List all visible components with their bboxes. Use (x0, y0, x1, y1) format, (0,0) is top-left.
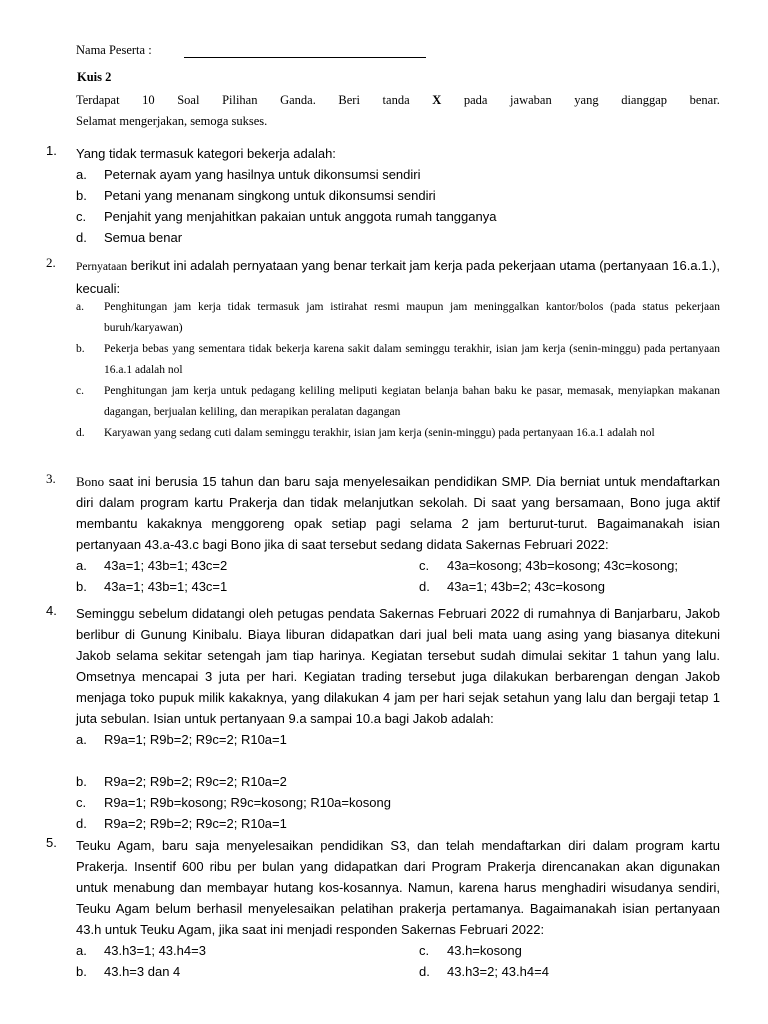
option-text: Penghitungan jam kerja tidak termasuk jam istirahat resmi maupun jam meninggalkan kantor/bolos (pada status pekerjaan buruh/karyawan) (104, 301, 720, 334)
option-letter: c. (76, 795, 87, 810)
intro-word: pada (463, 93, 488, 107)
intro-word: yang (574, 93, 599, 107)
question-text: Teuku Agam, baru saja menyelesaikan pendidikan S3, dan telah mendaftarkan diri dalam program kartu Prakerja. Insentif 600 ribu per bulan yang didapatkan dari Program Prakerja direncanakan akan digunakan untuk menabung dan membayar hutang kos-kosannya. Namun, karena harus menghadiri wisudanya sendiri, Teuku Agam belum berhasil menyelesaikan pelatihan prakerja pertamanya. Bagaimanakah isian pertanyaan 43.h untuk Teuku Agam, jika saat ini menjadi responden Sakernas Februari 2022: (76, 838, 720, 937)
intro-word: Ganda. (280, 93, 316, 107)
option-letter: b. (76, 774, 87, 789)
intro-word: jawaban (510, 93, 552, 107)
option-text: 43a=1; 43b=2; 43c=kosong (447, 579, 605, 594)
question-text (76, 255, 720, 299)
option-letter: b. (76, 964, 87, 979)
option-letter: a. (76, 558, 87, 573)
option-text: 43a=1; 43b=1; 43c=1 (104, 579, 228, 594)
option-letter: b. (76, 579, 87, 594)
intro-word: 10 (142, 93, 155, 107)
option-text: 43.h=kosong (447, 943, 522, 958)
option-text: R9a=2; R9b=2; R9c=2; R10a=1 (104, 816, 287, 831)
option-text: Penjahit yang menjahitkan pakaian untuk anggota rumah tangganya (104, 209, 497, 224)
intro-word: dianggap (621, 93, 668, 107)
question-text: Seminggu sebelum didatangi oleh petugas pendata Sakernas Februari 2022 di rumahnya di Banjarbaru, Jakob berlibur di Gunung Kinibalu. Biaya liburan didapatkan dari jual beli mata uang asing yang biasanya ditekuni Jakob selama sekitar setengah jam tiap harinya. Kegiatan tersebut sudah dimulai sekitar 1 tahun yang lalu. Omsetnya mencapai 3 juta per hari. Kegiatan trading tersebut juga dilakukan berbarengan dengan Jakob menjaga toko pupuk milik kakaknya, yang dilakukan 4 jam per hari sejak setahun yang lalu dan bergaji tetap 1 juta sebulan. Isian untuk pertanyaan 9.a sampai 10.a bagi Jakob adalah: (76, 606, 720, 726)
question-text-body: berikut ini adalah pernyataan yang benar terkait jam kerja pada pekerjaan utama (pertanyaan 16.a.1.), kecuali: (76, 258, 720, 296)
intro-word: tanda (382, 93, 410, 107)
intro-word: Terdapat (76, 93, 120, 107)
option-text: 43.h3=2; 43.h4=4 (447, 964, 549, 979)
question-text-prefix: Pernyataan (76, 261, 128, 273)
option-letter: a. (76, 732, 87, 747)
intro-mark-x: X (432, 93, 442, 107)
question-number: 2. (46, 255, 56, 270)
option-letter: d. (76, 816, 87, 831)
option-letter: d. (419, 964, 430, 979)
option-letter: b. (76, 188, 87, 203)
option-letter: a. (76, 943, 87, 958)
question-number: 1. (46, 143, 57, 158)
option-letter: d. (419, 579, 430, 594)
intro-word: Beri (338, 93, 360, 107)
option-text: Semua benar (104, 230, 183, 245)
option-text: 43a=1; 43b=1; 43c=2 (104, 558, 228, 573)
option-letter: a. (76, 167, 87, 182)
question-text (76, 471, 720, 555)
option-text: 43a=kosong; 43b=kosong; 43c=kosong; (447, 558, 678, 573)
option-text: Peternak ayam yang hasilnya untuk dikonsumsi sendiri (104, 167, 421, 182)
participant-name-label: Nama Peserta : (76, 43, 152, 57)
option-letter: c. (76, 385, 84, 397)
option-letter: c. (419, 558, 430, 573)
option-text: R9a=2; R9b=2; R9c=2; R10a=2 (104, 774, 287, 789)
option-text: Petani yang menanam singkong untuk dikonsumsi sendiri (104, 188, 436, 203)
option-letter: c. (76, 209, 87, 224)
option-letter: a. (76, 301, 84, 313)
option-text: 43.h3=1; 43.h4=3 (104, 943, 206, 958)
intro-line-2: Selamat mengerjakan, semoga sukses. (76, 114, 268, 128)
participant-name-blank (184, 57, 426, 58)
question-text-prefix: Bono (76, 474, 105, 489)
option-letter: d. (76, 427, 85, 439)
option-text: R9a=1; R9b=kosong; R9c=kosong; R10a=kosong (104, 795, 391, 810)
intro-word: benar. (689, 93, 720, 107)
intro-word: Pilihan (222, 93, 258, 107)
question-text: Yang tidak termasuk kategori bekerja adalah: (76, 146, 336, 161)
option-letter: d. (76, 230, 87, 245)
question-text-body: saat ini berusia 15 tahun dan baru saja menyelesaikan pendidikan SMP. Dia berniat untuk mendaftarkan diri dalam program kartu Prakerja dan tidak melanjutkan sekolah. Di saat yang bersamaan, Bono juga aktif membantu kakaknya menggoreng opak setiap pagi selama 2 jam berturut-turut. Bagaimanakah isian pertanyaan 43.a-43.c bagi Bono jika di saat tersebut sedang didata Sakernas Februari 2022: (76, 474, 720, 552)
question-number: 5. (46, 835, 57, 850)
question-number: 3. (46, 471, 56, 486)
quiz-title: Kuis 2 (77, 70, 112, 84)
intro-paragraph (76, 90, 720, 132)
option-text: Penghitungan jam kerja untuk pedagang keliling meliputi kegiatan belanja bahan baku ke pasar, memasak, menyiapkan makanan dagangan, berjualan keliling, dan merapikan peralatan dagangan (104, 385, 720, 418)
option-text: 43.h=3 dan 4 (104, 964, 181, 979)
intro-word: Soal (177, 93, 200, 107)
option-letter: c. (419, 943, 430, 958)
option-text: R9a=1; R9b=2; R9c=2; R10a=1 (104, 732, 287, 747)
intro-line-1 (76, 90, 720, 111)
question-number: 4. (46, 603, 57, 618)
option-letter: b. (76, 343, 85, 355)
option-text: Karyawan yang sedang cuti dalam seminggu terakhir, isian jam kerja (senin-minggu) pada pertanyaan 16.a.1 adalah nol (104, 427, 655, 439)
option-text: Pekerja bebas yang sementara tidak bekerja karena sakit dalam seminggu terakhir, isian jam kerja (senin-minggu) pada pertanyaan 16.a.1 adalah nol (104, 343, 720, 376)
